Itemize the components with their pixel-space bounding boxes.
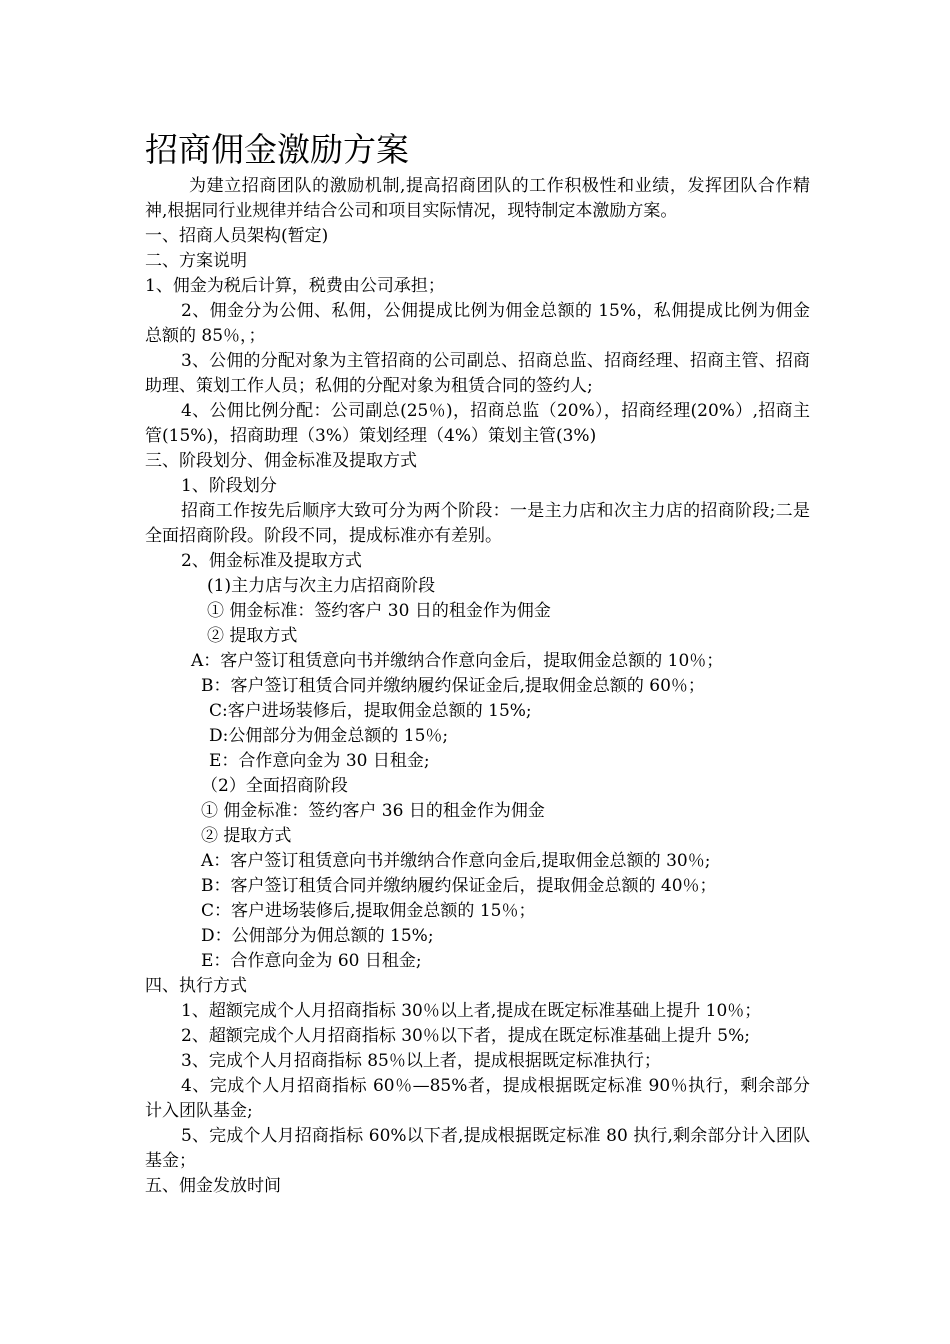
section-2-item-1: 1、佣金为税后计算，税费由公司承担； bbox=[145, 276, 445, 296]
phase-1-item-c: C:客户进场装修后，提取佣金总额的 15%; bbox=[209, 701, 532, 721]
section-5-heading: 五、佣金发放时间 bbox=[145, 1176, 281, 1196]
section-3-subheading-1: 1、阶段划分 bbox=[181, 476, 277, 496]
phase-2-item-b: B：客户签订租赁合同并缴纳履约保证金后，提取佣金总额的 40％； bbox=[201, 876, 717, 896]
section-4-item-5: 5、完成个人月招商指标 60%以下者,提成根据既定标准 80 执行,剩余部分计入团队基金； bbox=[145, 1126, 810, 1171]
section-2-item-4: 4、公佣比例分配：公司副总(25％)，招商总监（20%），招商经理(20%）,招商主管(15%)，招商助理（3%）策划经理（4%）策划主管(3%) bbox=[145, 401, 810, 446]
phase-1-item-d: D:公佣部分为佣金总额的 15％; bbox=[209, 726, 449, 746]
document-page bbox=[145, 128, 810, 1199]
phase-1-item-e: E：合作意向金为 30 日租金; bbox=[209, 751, 430, 771]
phase-1-item-a: A：客户签订租赁意向书并缴纳合作意向金后，提取佣金总额的 10％； bbox=[191, 651, 724, 671]
document-title: 招商佣金激励方案 bbox=[145, 130, 409, 169]
phase-2-item-c: C：客户进场装修后,提取佣金总额的 15％； bbox=[201, 901, 536, 921]
section-3-stage-text: 招商工作按先后顺序大致可分为两个阶段：一是主力店和次主力店的招商阶段;二是全面招商阶段。阶段不同，提成标准亦有差别。 bbox=[145, 501, 810, 546]
section-4-heading: 四、执行方式 bbox=[145, 976, 247, 996]
phase-2-standard: ① 佣金标准：签约客户 36 日的租金作为佣金 bbox=[201, 801, 545, 821]
phase-2-method: ② 提取方式 bbox=[201, 826, 292, 846]
phase-1-heading: (1)主力店与次主力店招商阶段 bbox=[207, 576, 436, 596]
section-3-heading: 三、阶段划分、佣金标准及提取方式 bbox=[145, 451, 417, 471]
section-2-item-3: 3、公佣的分配对象为主管招商的公司副总、招商总监、招商经理、招商主管、招商助理、策划工作人员；私佣的分配对象为租赁合同的签约人; bbox=[145, 351, 810, 396]
phase-2-heading: （2）全面招商阶段 bbox=[201, 776, 348, 796]
phase-1-standard: ① 佣金标准：签约客户 30 日的租金作为佣金 bbox=[207, 601, 551, 621]
section-4-item-3: 3、完成个人月招商指标 85％以上者，提成根据既定标准执行； bbox=[181, 1051, 661, 1071]
phase-1-method: ② 提取方式 bbox=[207, 626, 298, 646]
section-3-subheading-2: 2、佣金标准及提取方式 bbox=[181, 551, 362, 571]
section-4-item-4: 4、完成个人月招商指标 60％—85%者，提成根据既定标准 90％执行，剩余部分计入团队基金; bbox=[145, 1076, 810, 1121]
intro-paragraph: 为建立招商团队的激励机制,提高招商团队的工作积极性和业绩，发挥团队合作精神,根据同行业规律并结合公司和项目实际情况，现特制定本激励方案。 bbox=[145, 176, 810, 221]
section-2-heading: 二、方案说明 bbox=[145, 251, 247, 271]
phase-2-item-a: A：客户签订租赁意向书并缴纳合作意向金后,提取佣金总额的 30％; bbox=[201, 851, 711, 871]
section-2-item-2: 2、佣金分为公佣、私佣，公佣提成比例为佣金总额的 15%，私佣提成比例为佣金总额的 85％，； bbox=[145, 301, 810, 346]
phase-2-item-d: D：公佣部分为佣总额的 15%; bbox=[201, 926, 434, 946]
section-4-item-1: 1、超额完成个人月招商指标 30％以上者,提成在既定标准基础上提升 10％； bbox=[181, 1001, 762, 1021]
section-1-heading: 一、招商人员架构(暂定) bbox=[145, 226, 329, 246]
phase-2-item-e: E：合作意向金为 60 日租金; bbox=[201, 951, 422, 971]
phase-1-item-b: B：客户签订租赁合同并缴纳履约保证金后,提取佣金总额的 60％； bbox=[201, 676, 705, 696]
section-4-item-2: 2、超额完成个人月招商指标 30％以下者，提成在既定标准基础上提升 5%; bbox=[181, 1026, 750, 1046]
